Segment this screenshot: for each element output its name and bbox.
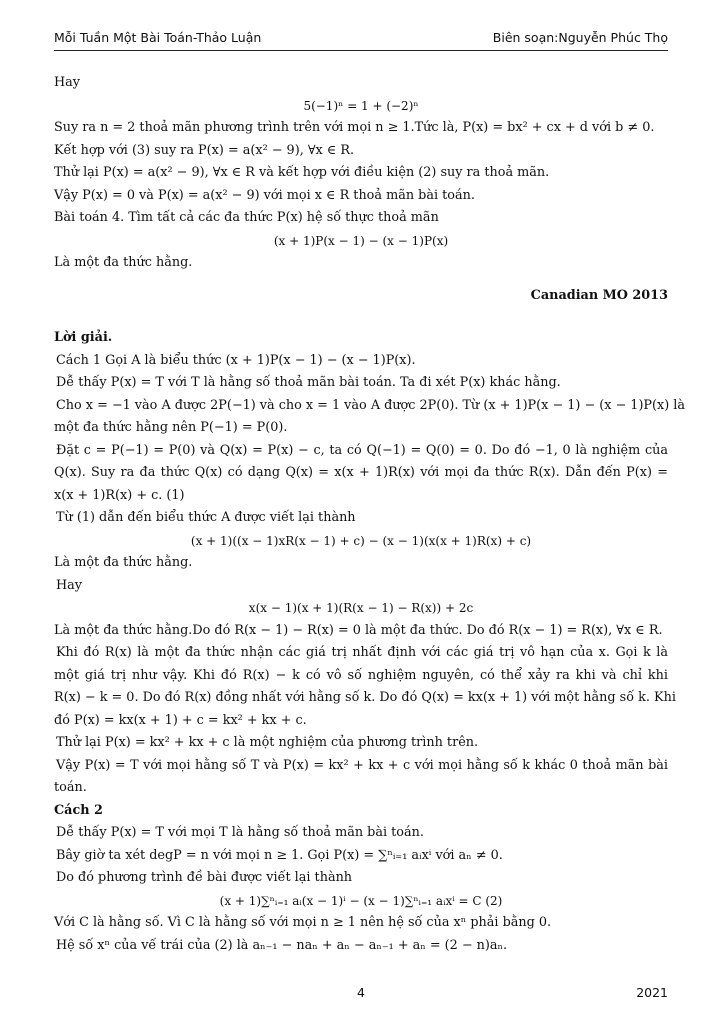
text-line: Dễ thấy P(x) = T với T là hằng số thoả mãn bài toán. Ta đi xét P(x) khác hằng. — [56, 375, 561, 390]
text-line: Đặt c = P(−1) = P(0) và Q(x) = P(x) − c, ta có Q(−1) = Q(0) = 0. Do đó −1, 0 là nghiệm của — [56, 442, 668, 458]
text-line: Khi đó R(x) là một đa thức nhận các giá trị nhất định với các giá trị vô hạn của x. Gọi k là — [56, 645, 668, 660]
text-line: Q(x). Suy ra đa thức Q(x) có dạng Q(x) = x(x + 1)R(x) với mọi đa thức R(x). Dẫn đến P(x) = — [54, 465, 668, 480]
text-line: Cho x = −1 vào A được 2P(−1) và cho x = 1 vào A được 2P(0). Từ (x + 1)P(x − 1) − (x − 1)P(x) là — [56, 397, 686, 413]
text-line: (x + 1)∑ⁿᵢ₌₁ aᵢ(x − 1)ⁱ − (x − 1)∑ⁿᵢ₌₁ aᵢxⁱ = C (2) — [219, 893, 503, 908]
text-line: Kết hợp với (3) suy ra P(x) = a(x² − 9), ∀x ∈ R. — [54, 142, 355, 158]
text-line: x(x + 1)R(x) + c. (1) — [54, 487, 185, 503]
text-line: (x + 1)((x − 1)xR(x − 1) + c) − (x − 1)(x(x + 1)R(x) + c) — [190, 533, 532, 548]
spacer — [54, 275, 668, 285]
header-author: Biên soạn:Nguyễn Phúc Thọ — [492, 30, 668, 45]
text-line: (x + 1)P(x − 1) − (x − 1)P(x) — [273, 233, 449, 248]
text-line: đó P(x) = kx(x + 1) + c = kx² + kx + c. — [54, 712, 307, 728]
text-line: Hay — [54, 75, 81, 90]
text-line: Hệ số xⁿ của vế trái của (2) là aₙ₋₁ − naₙ + aₙ − aₙ₋₁ + aₙ = (2 − n)aₙ. — [56, 937, 508, 953]
spacer — [54, 307, 668, 327]
text-line: Vậy P(x) = 0 và P(x) = a(x² − 9) với mọi x ∈ R thoả mãn bài toán. — [54, 187, 475, 203]
text-line: một đa thức hằng nên P(−1) = P(0). — [54, 420, 288, 435]
page-body — [54, 72, 686, 957]
text-line: Cách 1 Gọi A là biểu thức (x + 1)P(x − 1) − (x − 1)P(x). — [56, 352, 416, 368]
text-line: Với C là hằng số. Vì C là hằng số với mọi n ≥ 1 nên hệ số của xⁿ phải bằng 0. — [54, 915, 552, 930]
header-title: Mỗi Tuần Một Bài Toán-Thảo Luận — [54, 30, 262, 45]
text-line: Từ (1) dẫn đến biểu thức A được viết lại thành — [56, 510, 356, 525]
text-line: Là một đa thức hằng.Do đó R(x − 1) − R(x) = 0 là một đa thức. Do đó R(x − 1) = R(x), ∀x ∈ R. — [54, 622, 663, 638]
text-line: Hay — [56, 577, 83, 593]
text-line: Thử lại P(x) = kx² + kx + c là một nghiệm của phương trình trên. — [56, 735, 479, 750]
page-header — [54, 30, 668, 51]
page-number: 4 — [357, 985, 365, 1000]
text-line: Là một đa thức hằng. — [54, 255, 193, 270]
text-line: một giá trị như vậy. Khi đó R(x) − k có vô số nghiệm nguyên, có thể xảy ra khi và chỉ khi — [54, 667, 668, 683]
text-line: x(x − 1)(x + 1)(R(x − 1) − R(x)) + 2c — [248, 601, 474, 615]
text-line: Do đó phương trình đề bài được viết lại thành — [56, 870, 353, 885]
text-line: toán. — [54, 780, 87, 795]
text-line: Là một đa thức hằng. — [54, 555, 193, 570]
text-line: R(x) − k = 0. Do đó R(x) đồng nhất với hằng số k. Do đó Q(x) = kx(x + 1) với một hằng số k. Khi — [54, 690, 676, 705]
text-line: Dễ thấy P(x) = T với mọi T là hằng số thoả mãn bài toán. — [56, 825, 424, 840]
text-line: Thử lại P(x) = a(x² − 9), ∀x ∈ R và kết hợp với điều kiện (2) suy ra thoả mãn. — [54, 165, 550, 180]
text-line: Cách 2 — [54, 802, 103, 818]
text-line: Bây giờ ta xét degP = n với mọi n ≥ 1. Gọi P(x) = ∑ⁿᵢ₌₁ aᵢxⁱ với aₙ ≠ 0. — [56, 847, 503, 863]
footer-year: 2021 — [636, 985, 668, 1000]
text-line: Canadian MO 2013 — [530, 287, 668, 303]
text-line: Vậy P(x) = T với mọi hằng số T và P(x) = kx² + kx + c với mọi hằng số k khác 0 thoả mãn bài — [56, 757, 668, 773]
text-line: Suy ra n = 2 thoả mãn phương trình trên với mọi n ≥ 1.Tức là, P(x) = bx² + cx + d với b ≠ 0. — [54, 120, 655, 135]
text-line: Lời giải. — [54, 330, 113, 345]
text-line: Bài toán 4. Tìm tất cả các đa thức P(x) hệ số thực thoả mãn — [54, 210, 439, 225]
text-line: 5(−1)ⁿ = 1 + (−2)ⁿ — [303, 98, 419, 113]
